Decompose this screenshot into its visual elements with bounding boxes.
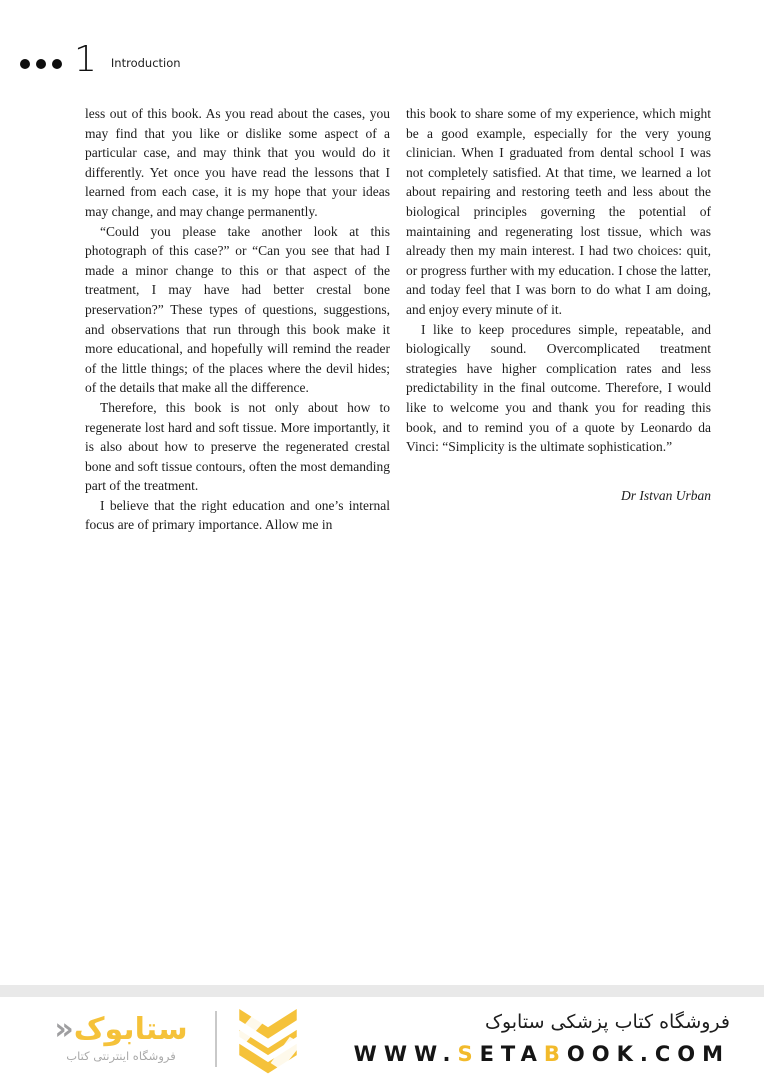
chapter-title: Introduction xyxy=(110,56,181,70)
footer-divider-strip xyxy=(0,985,764,997)
paragraph: this book to share some of my experience, which might be a good example, especially for the very young clinician. When I graduated from dental school I was not completely satisfied. At that time, we learned a lot about repairing and restoring teeth and less about the biological principles governing the potential of maintaining and regenerating lost tissue, which was already then my main interest. I had two choices: quit, or progress further with my education. I chose the latter, and today feel that I was born to do what I am doing, and enjoy every minute of it. xyxy=(406,106,711,317)
url-segment: ETA xyxy=(479,1042,544,1066)
footer-content xyxy=(0,997,764,1080)
url-segment: WWW. xyxy=(353,1042,458,1066)
chapter-bullets xyxy=(20,59,62,69)
bullet-icon xyxy=(20,59,30,69)
setabook-chevron-icon xyxy=(227,1002,309,1076)
bullet-icon xyxy=(36,59,46,69)
store-title: فروشگاه کتاب پزشکی ستابوک xyxy=(484,1011,730,1033)
right-column xyxy=(406,104,711,535)
paragraph: I like to keep procedures simple, repeatable, and biologically sound. Overcomplicated treatment strategies have higher complication rates and less predictability in the final outcome. Therefore, I would like to welcome you and thank you for reading this book, and to remind you of a quote by Leonardo da Vinci: “Simplicity is the ultimate sophistication.” xyxy=(406,321,711,455)
url-segment-accent: S xyxy=(457,1042,480,1066)
paragraph: less out of this book. As you read about the cases, you may find that you like or dislike some aspect of a particular case, and may think that you would do it differently. Yet once you have read the lessons that I learned from each case, it is my hope that your ideas may change, and may change permanently. xyxy=(85,106,390,219)
setabook-logo xyxy=(35,1014,207,1063)
text-columns xyxy=(85,104,711,535)
logo-wordmark-text: ستابوک xyxy=(73,1012,188,1047)
chapter-number: 1 xyxy=(74,39,97,80)
footer-right-block xyxy=(354,1011,730,1066)
url-segment-accent: B xyxy=(543,1042,567,1066)
author-signature: Dr Istvan Urban xyxy=(621,487,711,503)
setabook-wordmark xyxy=(54,1014,187,1046)
url-segment: OOK.COM xyxy=(566,1042,730,1066)
website-url xyxy=(354,1042,730,1066)
footer-watermark xyxy=(0,985,764,1080)
left-column xyxy=(85,104,390,535)
logo-divider-line xyxy=(215,1011,217,1067)
chapter-header xyxy=(20,39,181,80)
bullet-icon xyxy=(52,59,62,69)
logo-chevron-mark: « xyxy=(54,1012,74,1047)
paragraph: Therefore, this book is not only about how to regenerate lost hard and soft tissue. More importantly, it is also about how to preserve the regenerated crestal bone and soft tissue contours, often the most demanding part of the treatment. xyxy=(85,399,390,494)
logo-subtitle: فروشگاه اینترنتی کتاب xyxy=(66,1049,176,1063)
paragraph: “Could you please take another look at this photograph of this case?” or “Can you see that had I made a minor change to this or that aspect of the treatment, I may have had better crestal bone preservation?” These types of questions, suggestions, and observations that run through this book make it more educational, and hopefully will remind the reader of the little things; of the places where the devil hides; of the details that make all the difference. xyxy=(85,223,390,396)
paragraph: I believe that the right education and one’s internal focus are of primary importance. Allow me in xyxy=(85,497,390,533)
